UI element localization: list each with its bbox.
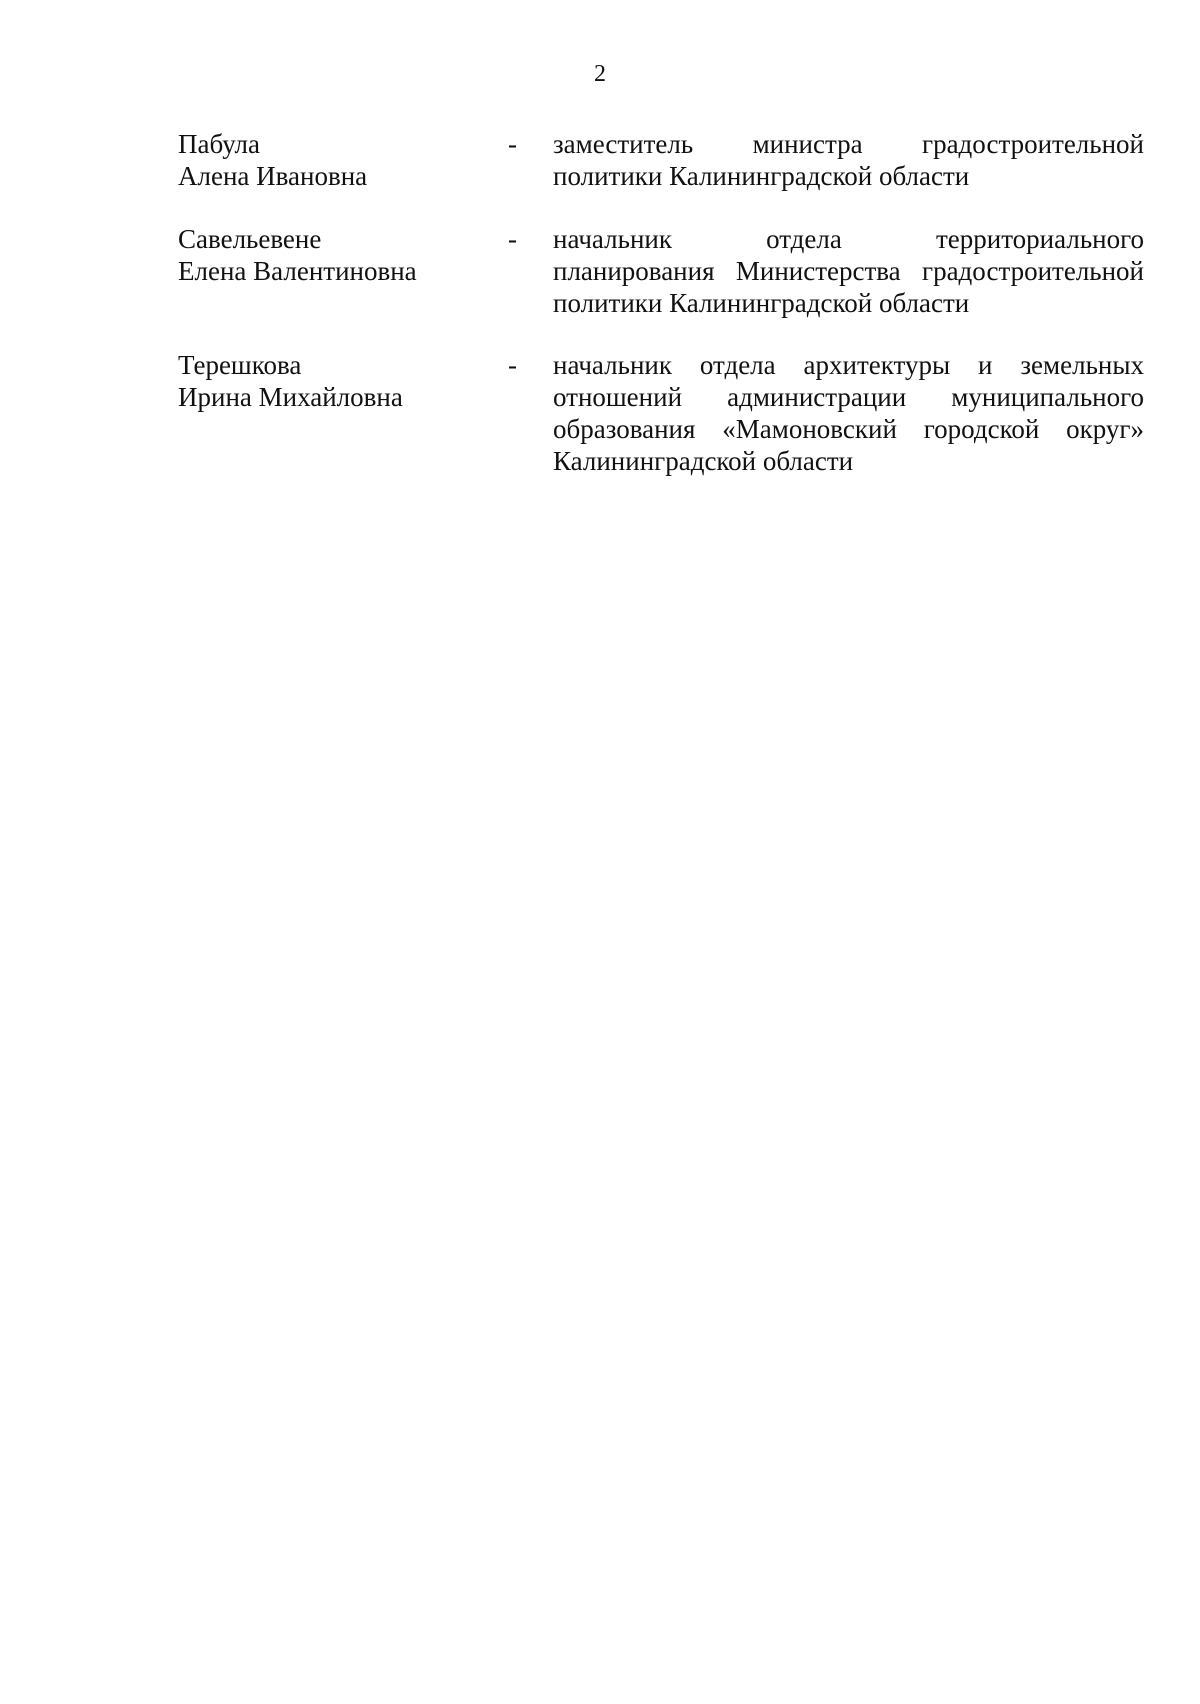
member-surname: Савельевене [178,224,322,254]
member-given-names: Алена Ивановна [178,161,368,191]
member-position [553,128,1144,192]
member-surname: Пабула [178,129,260,159]
page-number: 2 [594,61,606,87]
member-name [178,223,478,287]
dash-separator: - [508,224,517,254]
position-line: Калининградской области [553,446,854,476]
dash-separator: - [508,129,517,159]
position-line: начальник отдела территориального [553,224,1144,254]
member-position [553,349,1144,477]
member-row [0,223,1200,349]
position-line: планирования Министерства градостроительной [553,256,1144,286]
position-line: политики Калининградской области [553,288,970,318]
member-list [0,128,1200,509]
position-line: заместитель министра градостроительной [553,129,1144,159]
position-line: начальник отдела архитектуры и земельных [553,350,1144,380]
member-surname: Терешкова [178,350,302,380]
position-line: политики Калининградской области [553,161,970,191]
member-name [178,128,478,192]
position-line: образования «Мамоновский городской округ» [553,414,1144,444]
member-position [553,223,1144,319]
member-given-names: Елена Валентиновна [178,256,417,286]
member-row [0,128,1200,223]
member-row [0,349,1200,509]
position-line: отношений администрации муниципального [553,382,1144,412]
dash-separator: - [508,350,517,380]
member-given-names: Ирина Михайловна [178,382,403,412]
member-name [178,349,478,413]
